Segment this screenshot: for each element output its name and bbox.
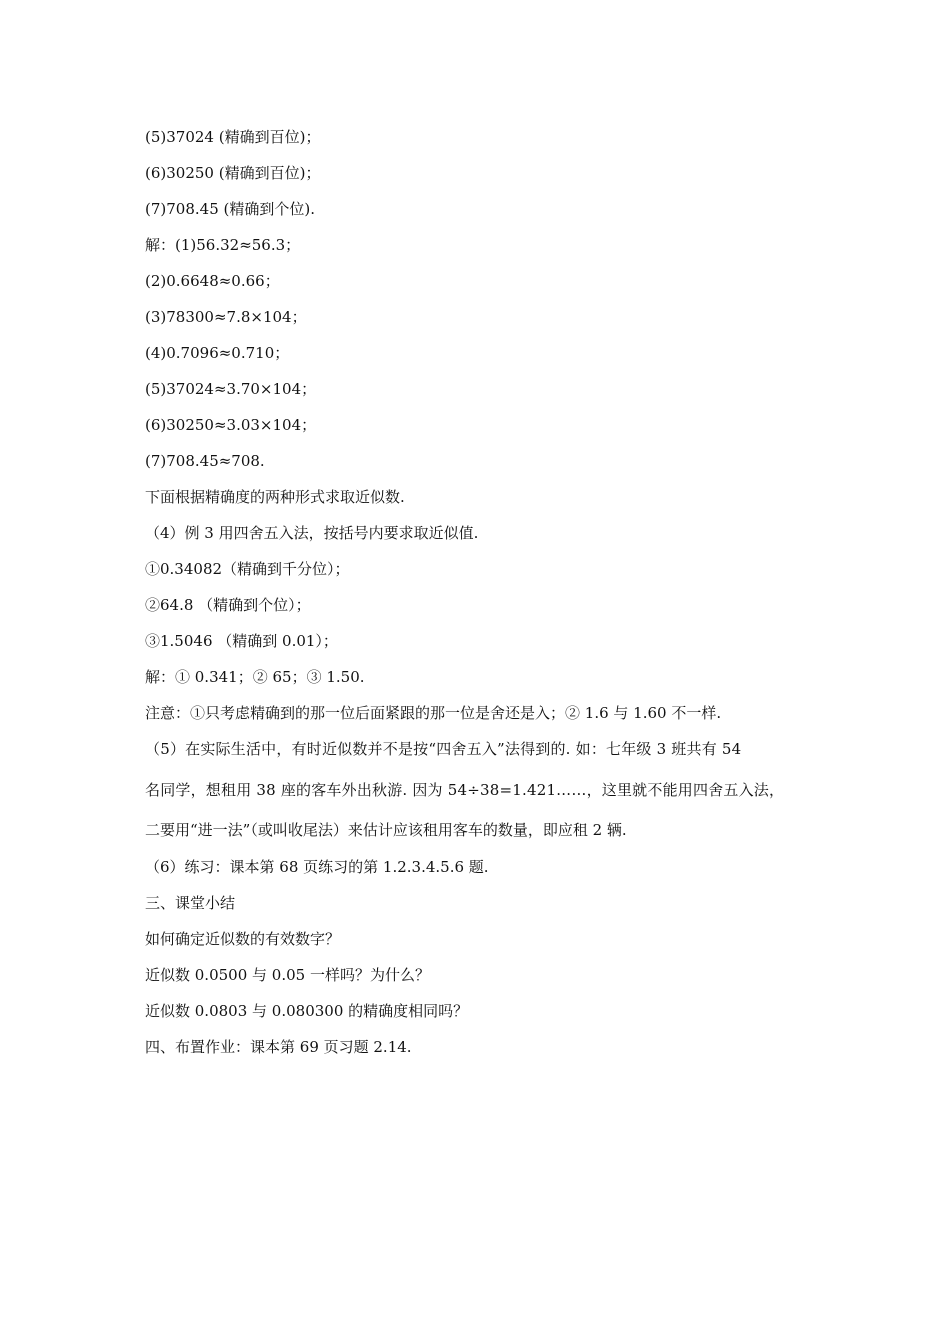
text-line: 解：① 0.341；② 65；③ 1.50.	[145, 668, 365, 686]
text-line: (2)0.6648≈0.66；	[145, 272, 280, 290]
text-line: 下面根据精确度的两种形式求取近似数.	[145, 488, 405, 506]
text-line: (4)0.7096≈0.710；	[145, 344, 290, 362]
text-line: (5)37024≈3.70×104；	[145, 380, 317, 398]
text-line: (6)30250 (精确到百位)；	[145, 164, 321, 182]
text-line: (3)78300≈7.8×104；	[145, 308, 307, 326]
text-line: 名同学，想租用 38 座的客车外出秋游. 因为 54÷38=1.421……，这里就不能用四舍五入法，	[145, 781, 785, 799]
text-line: ③1.5046 （精确到 0.01）；	[145, 632, 338, 650]
text-line: （6）练习：课本第 68 页练习的第 1.2.3.4.5.6 题.	[145, 858, 489, 876]
text-line: 如何确定近似数的有效数字？	[145, 930, 341, 948]
text-line: 注意：①只考虑精确到的那一位后面紧跟的那一位是舍还是入；② 1.6 与 1.60 不一样.	[145, 704, 722, 722]
text-line: (5)37024 (精确到百位)；	[145, 128, 321, 146]
text-line: ②64.8 （精确到个位）；	[145, 596, 311, 614]
text-line: ①0.34082（精确到千分位）；	[145, 560, 350, 578]
text-line: (6)30250≈3.03×104；	[145, 416, 317, 434]
section-heading: 三、课堂小结	[145, 894, 236, 912]
text-line: (7)708.45 (精确到个位).	[145, 200, 315, 218]
text-line: 二要用“进一法”（或叫收尾法）来估计应该租用客车的数量，即应租 2 辆.	[145, 821, 627, 839]
text-line: （4）例 3 用四舍五入法，按括号内要求取近似值.	[145, 524, 479, 542]
text-line: 解：(1)56.32≈56.3；	[145, 236, 301, 254]
section-heading: 四、布置作业：课本第 69 页习题 2.14.	[145, 1038, 412, 1056]
text-line: 近似数 0.0803 与 0.080300 的精确度相同吗？	[145, 1002, 469, 1020]
text-line: （5）在实际生活中，有时近似数并不是按“四舍五入”法得到的. 如：七年级 3 班共有 54	[145, 740, 742, 758]
text-line: (7)708.45≈708.	[145, 452, 265, 470]
text-line: 近似数 0.0500 与 0.05 一样吗？为什么？	[145, 966, 430, 984]
